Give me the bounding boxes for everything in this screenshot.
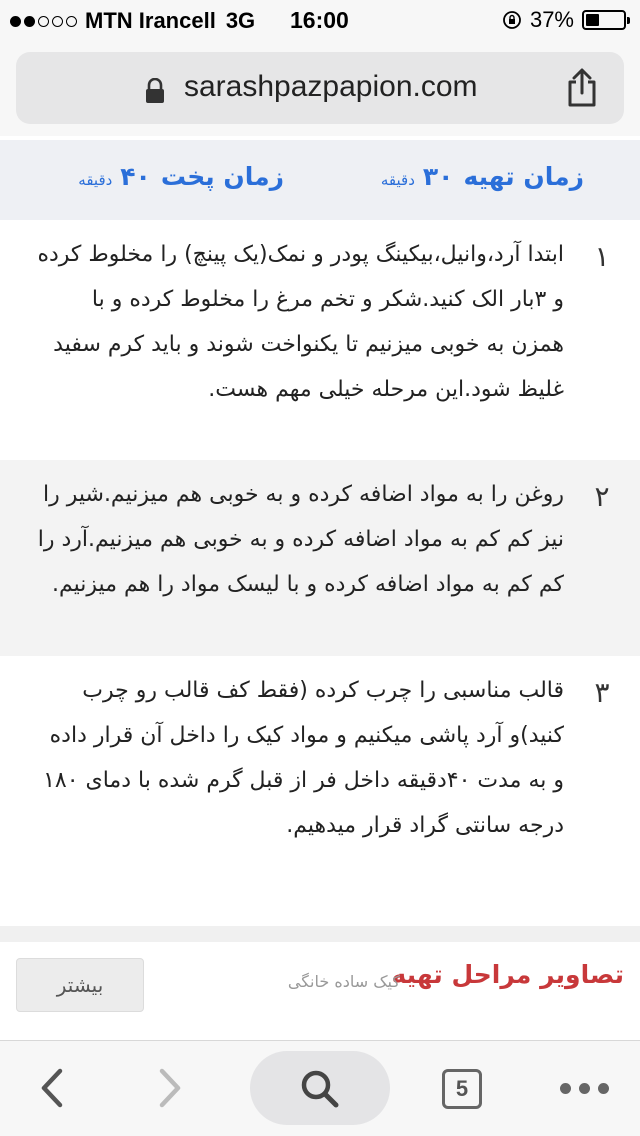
browser-toolbar: [0, 1040, 640, 1136]
gallery-header: [0, 942, 640, 1038]
cook-time-unit: دقیقه: [78, 171, 113, 189]
status-bar: [0, 0, 640, 40]
recipe-step: [0, 656, 640, 926]
battery-percent: 37%: [529, 7, 574, 32]
browser-address-area: [0, 40, 640, 136]
section-divider: [0, 926, 640, 942]
step-number: ۳: [594, 676, 610, 709]
gallery-title[interactable]: تصاویر مراحل تهیه: [391, 960, 624, 989]
prep-time-unit: دقیقه: [380, 171, 415, 189]
more-button[interactable]: بیشتر: [16, 958, 144, 1012]
search-icon: [298, 1067, 342, 1111]
battery-icon: [582, 10, 626, 30]
back-icon[interactable]: [34, 1065, 70, 1111]
cook-time-label: زمان پخت: [160, 162, 284, 191]
share-icon[interactable]: [564, 68, 600, 108]
step-number: ۱: [594, 240, 610, 273]
prep-time: [381, 162, 584, 191]
prep-time-label: زمان تهیه: [463, 162, 584, 191]
forward-icon[interactable]: [152, 1065, 188, 1111]
carrier-name: MTN Irancell: [85, 8, 216, 33]
network-type: 3G: [225, 8, 256, 33]
step-text: روغن را به مواد اضافه کرده و به خوبی هم میزنیم.شیر را نیز کم کم به مواد اضافه کرده و به خوبی هم میزنیم.آرد را کم کم به مواد اضافه کرده و با لیسک مواد را هم میزنیم.: [37, 482, 564, 597]
step-text: ابتدا آرد،وانیل،بیکینگ پودر و نمک(یک پینچ) را مخلوط کرده و ۳بار الک کنید.شکر و تخم مرغ را مخلوط کرده و با همزن به خوبی میزنیم تا یکنواخت شوند و باید کرم سفید غلیظ شود.این مرحله خیلی مهم هست.: [37, 242, 564, 402]
status-time: 16:00: [290, 7, 349, 33]
recipe-times: [0, 140, 640, 220]
lock-icon: [144, 78, 166, 104]
cook-time: [78, 162, 284, 191]
search-button[interactable]: [250, 1051, 390, 1125]
signal-strength-icon: [10, 16, 77, 27]
rotation-lock-icon: [502, 10, 522, 30]
url-domain: sarashpazpapion.com: [184, 70, 478, 103]
prep-time-value: ۳۰: [422, 162, 454, 191]
tabs-button[interactable]: [442, 1069, 488, 1115]
cook-time-value: ۴۰: [120, 162, 151, 191]
tab-count: 5: [442, 1069, 482, 1109]
recipe-step: [0, 460, 640, 656]
step-text: قالب مناسبی را چرب کرده (فقط کف قالب رو چرب کنید)و آرد پاشی میکنیم و مواد کیک را داخل آن قرار داده و به مدت ۴۰دقیقه داخل فر از قبل گرم شده با دمای ۱۸۰ درجه سانتی گراد قرار میدهیم.: [43, 678, 564, 838]
address-bar[interactable]: [16, 52, 624, 124]
status-left: [10, 8, 255, 34]
step-number: ۲: [594, 480, 610, 513]
status-right: [502, 7, 626, 33]
gallery-subtitle: کیک ساده خانگی: [287, 972, 400, 991]
recipe-step: [0, 220, 640, 460]
more-menu-icon[interactable]: [560, 1083, 609, 1094]
